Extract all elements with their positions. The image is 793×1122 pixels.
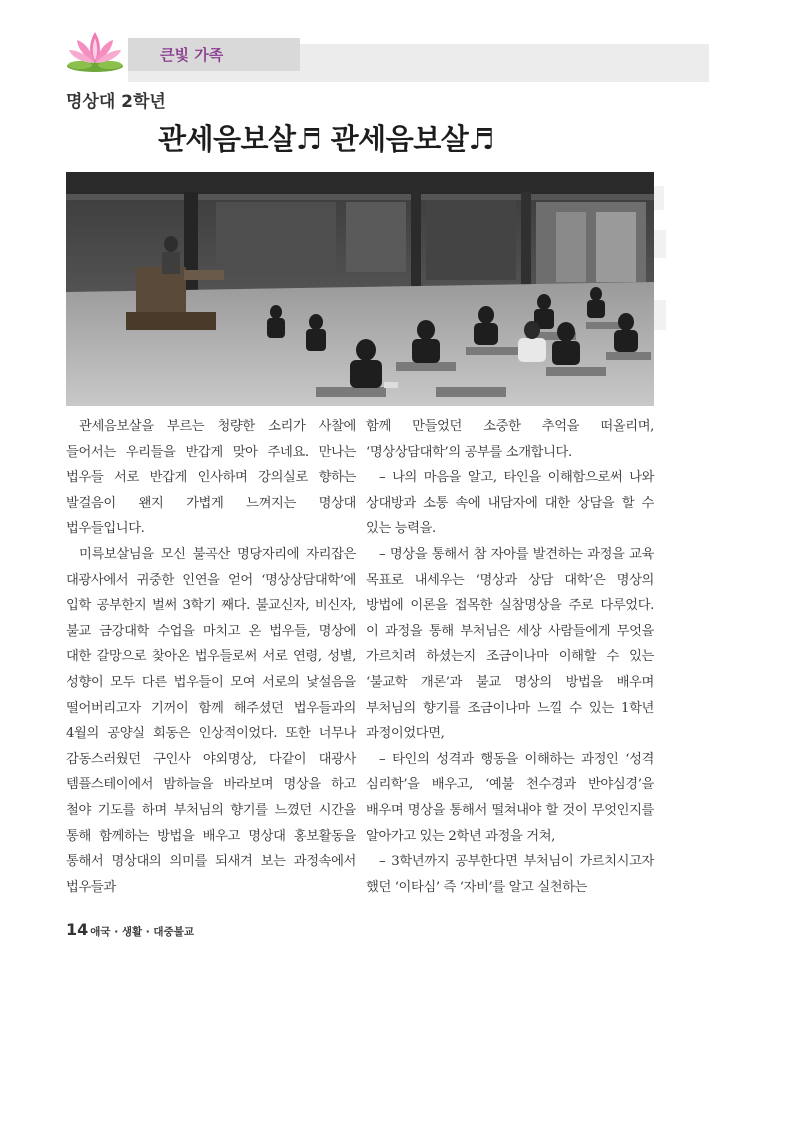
page-footer: [66, 920, 194, 939]
section-label: 큰빛 가족: [160, 46, 224, 64]
article-title: 관세음보살♬ 관세음보살♬: [158, 122, 494, 156]
footer-slogan: 애국 · 생활 · 대중불교: [90, 926, 195, 938]
paragraph: – 나의 마음을 알고, 타인을 이해함으로써 나와 상대방과 소통 속에 내담자에 대한 상담을 할 수 있는 능력을.: [366, 470, 654, 537]
paragraph: 관세음보살을 부르는 청량한 소리가 사찰에 들어서는 우리들을 반갑게 맞아 주네요. 만나는 법우들 서로 반갑게 인사하며 강의실로 향하는 발걸음이 왠지 가볍게 느껴지는 명상대 법우들입니다.: [66, 419, 356, 537]
paragraph: 함께 만들었던 소중한 추억을 떠올리며, ‘명상상담대학’의 공부를 소개합니다.: [366, 419, 654, 460]
paragraph: – 3학년까지 공부한다면 부처님이 가르치시고자 했던 ‘이타심’ 즉 ‘자비’를 알고 실천하는: [366, 854, 654, 895]
paragraph: – 타인의 성격과 행동을 이해하는 과정인 ‘성격 심리학’을 배우고, ‘예불 천수경과 반야심경’을 배우며 명상을 통해서 떨쳐내야 할 것이 무엇인지를 알아가고 있는 2학년 과정을 거쳐,: [366, 751, 654, 844]
page-number: 14: [66, 920, 89, 939]
body-column-right: [366, 414, 654, 900]
meditation-hall-photo: [66, 172, 654, 406]
lotus-icon: [64, 28, 126, 72]
body-column-left: [66, 414, 356, 900]
article-subtitle: 명상대 2학년: [66, 92, 166, 112]
paragraph: 미륵보살님을 모신 불곡산 명당자리에 자리잡은 대광사에서 귀중한 인연을 얻어 ‘명상상담대학’에 입학 공부한지 벌써 3학기 째다. 불교신자, 비신자, 불교 금강대학 수업을 마치고 온 법우들, 명상에 대한 갈망으로 찾아온 법우들로써 서로 연령, 성별, 성향이 모두 다른 법우들이 모여 서로의 낯설음을 떨어버리고자 기꺼이 함께 해주셨던 법우들과의 4월의 공양실 회동은 인상적이었다. 또한 너무나 감동스러웠던 구인사 야외명상, 다같이 대광사 템플스테이에서 밤하늘을 바라보며 명상을 하고 철야 기도를 하며 부처님의 향기를 느꼈던 시간을 통해 함께하는 방법을 배우고 명상대 홍보활동을 통해서 명상대의 의미를 되새겨 보는 과정속에서 법우들과: [66, 546, 356, 895]
paragraph: – 명상을 통해서 참 자아를 발견하는 과정을 교육 목표로 내세우는 ‘명상과 상담 대학’은 명상의 방법에 이론을 접목한 실참명상을 주로 다루었다. 이 과정을 통해 부처님은 세상 사람들에게 무엇을 가르치려 하셨는지 조금이나마 이해할 수 있는 ‘불교학 개론’과 불교 명상의 방법을 배우며 부처님의 향기를 조금이나마 느낄 수 있는 1학년 과정이었다면,: [366, 546, 654, 742]
